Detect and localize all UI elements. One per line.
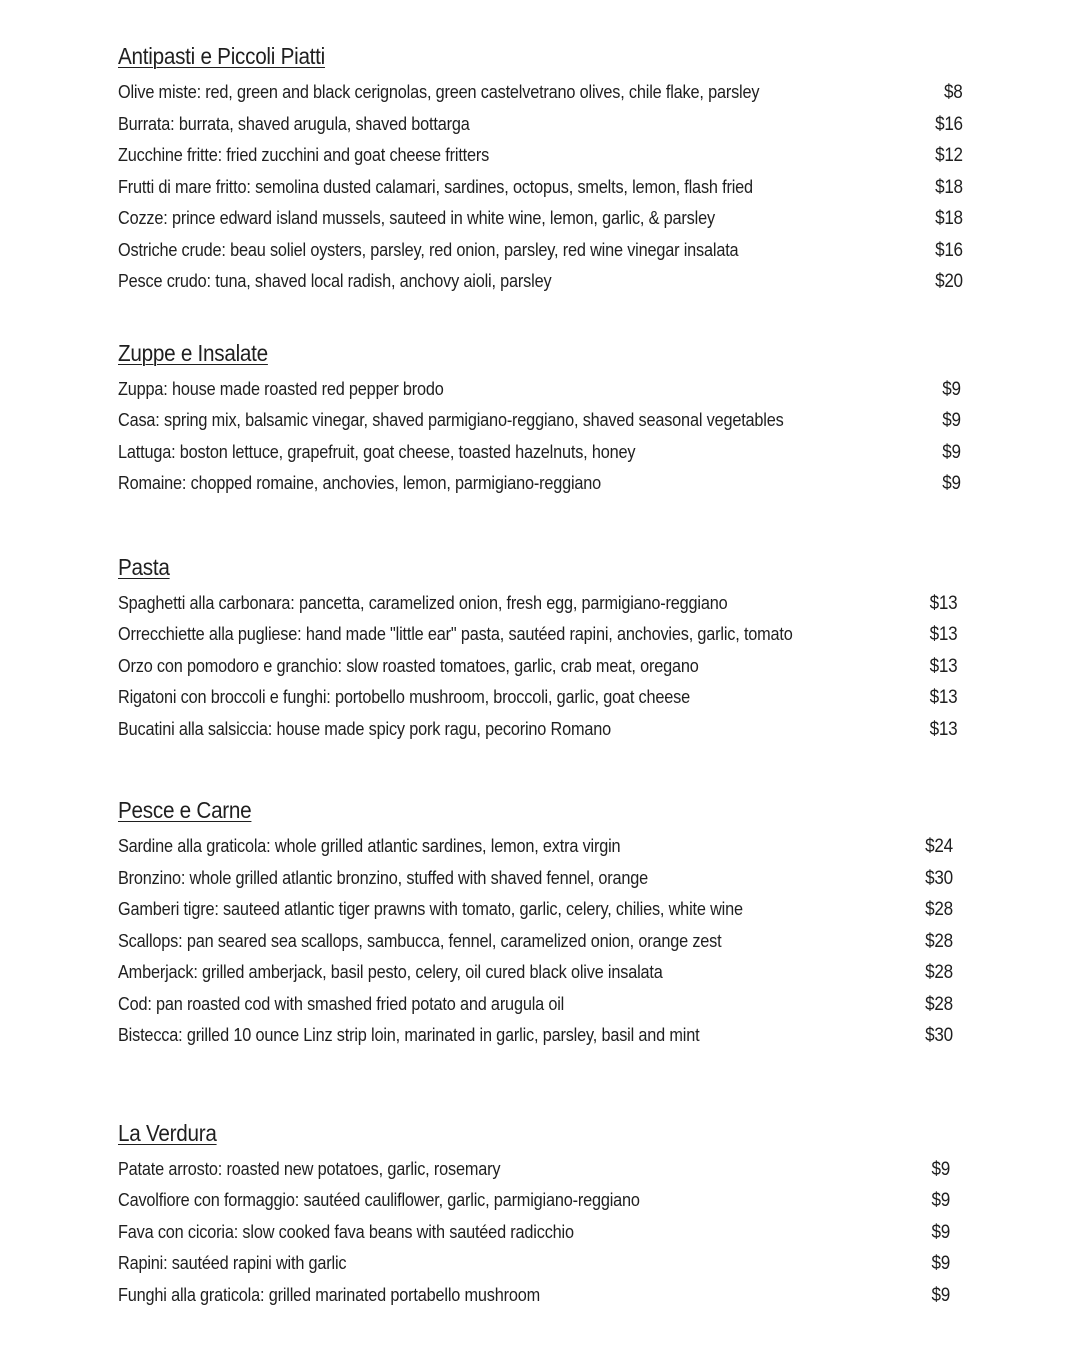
menu-item [118, 587, 963, 619]
item-price: $30 [925, 1025, 954, 1046]
item-description: Scallops: pan seared sea scallops, sambucca, fennel, caramelized onion, orange zest [118, 929, 722, 951]
item-price: $28 [925, 899, 954, 920]
item-price: $20 [935, 271, 963, 292]
item-price: $9 [931, 1190, 951, 1211]
item-description: Gamberi tigre: sauteed atlantic tiger prawns with tomato, garlic, celery, chilies, white wine [118, 898, 743, 919]
item-description: Cavolfiore con formaggio: sautéed cauliflower, garlic, parmigiano-reggiano [118, 1189, 640, 1210]
menu-item [118, 681, 963, 713]
item-price: $18 [935, 208, 963, 229]
item-price: $13 [929, 624, 958, 645]
menu-page [118, 40, 963, 1310]
item-price: $24 [925, 836, 954, 857]
item-description: Olive miste: red, green and black cerignolas, green castelvetrano olives, chile flake, parsley [118, 81, 760, 102]
item-description: Burrata: burrata, shaved arugula, shaved bottarga [118, 112, 470, 134]
item-description: Spaghetti alla carbonara: pancetta, caramelized onion, fresh egg, parmigiano-reggiano [118, 591, 728, 613]
section-zuppe [118, 337, 963, 499]
item-description: Sardine alla graticola: whole grilled atlantic sardines, lemon, extra virgin [118, 835, 621, 856]
menu-item [118, 830, 963, 862]
item-description: Cozze: prince edward island mussels, sauteed in white wine, lemon, garlic, & parsley [118, 207, 715, 228]
item-price: $18 [935, 176, 963, 198]
menu-item [118, 1279, 963, 1311]
menu-item [118, 1019, 963, 1051]
item-description: Bronzino: whole grilled atlantic bronzino, stuffed with shaved fennel, orange [118, 866, 649, 888]
item-price: $13 [929, 687, 958, 708]
item-description: Rigatoni con broccoli e funghi: portobello mushroom, broccoli, garlic, goat cheese [118, 686, 690, 707]
item-price: $9 [931, 1253, 951, 1274]
section-title: Antipasti e Piccoli Piatti [118, 43, 325, 69]
menu-item [118, 1153, 963, 1185]
section-title: Pesce e Carne [118, 797, 252, 823]
section-pasta [118, 551, 963, 745]
menu-item [118, 404, 963, 436]
item-description: Ostriche crude: beau soliel oysters, parsley, red onion, parsley, red wine vinegar insalata [118, 238, 739, 260]
menu-item [118, 76, 963, 108]
menu-item [118, 108, 963, 140]
item-price: $9 [942, 441, 962, 463]
item-description: Bistecca: grilled 10 ounce Linz strip loin, marinated in garlic, parsley, basil and mint [118, 1024, 700, 1045]
section-antipasti [118, 40, 963, 297]
menu-item [118, 171, 963, 203]
menu-item [118, 618, 963, 650]
item-price: $9 [931, 1221, 951, 1243]
menu-item [118, 139, 963, 171]
menu-item [118, 265, 963, 297]
item-description: Orzo con pomodoro e granchio: slow roasted tomatoes, garlic, crab meat, oregano [118, 654, 699, 676]
menu-item [118, 1247, 963, 1279]
item-description: Frutti di mare fritto: semolina dusted calamari, sardines, octopus, smelts, lemon, flash fried [118, 175, 753, 197]
item-price: $12 [935, 145, 963, 166]
menu-item [118, 436, 963, 468]
menu-item [118, 862, 963, 894]
menu-item [118, 467, 963, 499]
item-description: Bucatini alla salsiccia: house made spicy pork ragu, pecorino Romano [118, 717, 611, 739]
item-price: $9 [942, 378, 962, 400]
item-price: $28 [925, 962, 954, 983]
item-price: $9 [931, 1284, 951, 1306]
item-description: Cod: pan roasted cod with smashed fried potato and arugula oil [118, 992, 565, 1014]
item-description: Zuppa: house made roasted red pepper brodo [118, 377, 444, 399]
menu-item [118, 893, 963, 925]
section-title: Zuppe e Insalate [118, 339, 268, 366]
item-price: $16 [935, 113, 963, 135]
item-price: $9 [931, 1158, 951, 1180]
menu-item [118, 650, 963, 682]
menu-item [118, 713, 963, 745]
item-price: $30 [925, 867, 954, 889]
menu-item [118, 988, 963, 1020]
item-description: Casa: spring mix, balsamic vinegar, shaved parmigiano-reggiano, shaved seasonal vegetables [118, 409, 784, 430]
menu-item [118, 925, 963, 957]
item-price: $16 [935, 239, 963, 261]
menu-item [118, 202, 963, 234]
item-description: Pesce crudo: tuna, shaved local radish, anchovy aioli, parsley [118, 270, 552, 291]
item-description: Rapini: sautéed rapini with garlic [118, 1252, 347, 1273]
item-description: Fava con cicoria: slow cooked fava beans with sautéed radicchio [118, 1220, 574, 1242]
item-description: Amberjack: grilled amberjack, basil pesto, celery, oil cured black olive insalata [118, 961, 663, 982]
item-description: Romaine: chopped romaine, anchovies, lemon, parmigiano-reggiano [118, 472, 602, 493]
item-price: $9 [942, 473, 962, 494]
section-pesce-carne [118, 794, 963, 1051]
item-price: $13 [929, 655, 958, 677]
section-verdura [118, 1117, 963, 1311]
item-description: Zucchine fritte: fried zucchini and goat cheese fritters [118, 144, 490, 165]
item-price: $13 [929, 592, 958, 614]
menu-item [118, 1216, 963, 1248]
item-price: $13 [929, 718, 958, 740]
item-description: Orrecchiette alla pugliese: hand made "little ear" pasta, sautéed rapini, anchovies, garlic, tomato [118, 623, 793, 644]
menu-item [118, 234, 963, 266]
item-description: Funghi alla graticola: grilled marinated portabello mushroom [118, 1283, 541, 1305]
section-title: La Verdura [118, 1119, 217, 1146]
menu-item [118, 1184, 963, 1216]
item-price: $28 [925, 993, 954, 1015]
item-price: $28 [925, 930, 954, 952]
item-price: $8 [944, 82, 963, 103]
item-price: $9 [942, 410, 962, 431]
item-description: Patate arrosto: roasted new potatoes, garlic, rosemary [118, 1157, 501, 1179]
item-description: Lattuga: boston lettuce, grapefruit, goat cheese, toasted hazelnuts, honey [118, 440, 636, 462]
section-title: Pasta [118, 553, 170, 580]
menu-item [118, 956, 963, 988]
menu-item [118, 373, 963, 405]
